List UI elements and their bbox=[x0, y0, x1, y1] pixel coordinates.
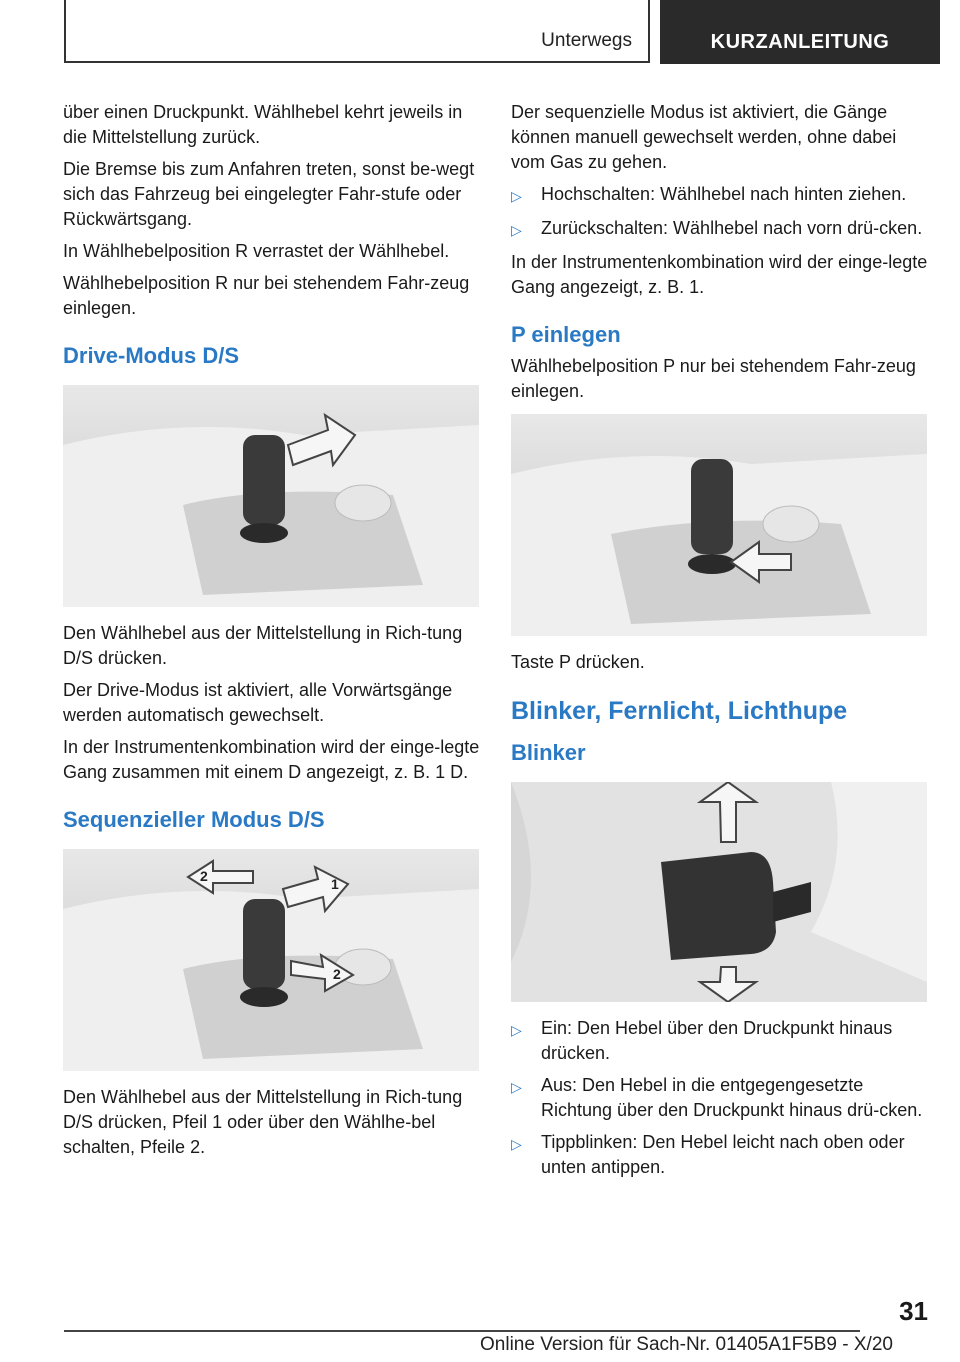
list-item: ▷ Ein: Den Hebel über den Druckpunkt hinaus drücken. bbox=[511, 1016, 929, 1066]
arrow-label-2: 2 bbox=[333, 966, 341, 982]
paragraph: Der Drive-Modus ist aktiviert, alle Vorwärtsgänge werden automatisch gewechselt. bbox=[63, 680, 453, 725]
triangle-bullet-icon: ▷ bbox=[511, 188, 522, 204]
paragraph: In Wählhebelposition R verrastet der Wählhebel. bbox=[63, 241, 450, 261]
right-column bbox=[511, 100, 929, 1187]
arrow-label-2: 2 bbox=[200, 868, 208, 884]
heading-turn-signals-chapter: Blinker, Fernlicht, Lichthupe bbox=[511, 697, 848, 725]
section-title: Unterwegs bbox=[541, 30, 632, 51]
arrow-label-1: 1 bbox=[331, 876, 339, 892]
figure-p-button bbox=[511, 414, 927, 636]
triangle-bullet-icon: ▷ bbox=[511, 1022, 522, 1038]
page-number: 31 bbox=[899, 1296, 928, 1326]
heading-blinker: Blinker bbox=[511, 740, 586, 765]
paragraph: Die Bremse bis zum Anfahren treten, sonst be‐wegt sich das Fahrzeug bei eingelegter Fahr‐stufe oder Rückwärtsgang. bbox=[63, 159, 475, 229]
left-column bbox=[63, 100, 481, 1167]
footer-note: Online Version für Sach-Nr. 01405A1F5B9 - X/20 bbox=[480, 1334, 893, 1355]
paragraph: Taste P drücken. bbox=[511, 652, 645, 672]
paragraph: Der sequenzielle Modus ist aktiviert, die Gänge können manuell gewechselt werden, ohne dabei vom Gas zu gehen. bbox=[511, 102, 897, 172]
paragraph: In der Instrumentenkombination wird der einge‐legte Gang angezeigt, z. B. 1. bbox=[511, 252, 928, 297]
paragraph: Den Wählhebel aus der Mittelstellung in Rich‐tung D/S drücken. bbox=[63, 623, 463, 668]
list-item: ▷ Hochschalten: Wählhebel nach hinten ziehen. bbox=[511, 182, 929, 209]
triangle-bullet-icon: ▷ bbox=[511, 1079, 522, 1095]
paragraph: Wählhebelposition R nur bei stehendem Fahr‐zeug einlegen. bbox=[63, 273, 470, 318]
paragraph: Wählhebelposition P nur bei stehendem Fahr‐zeug einlegen. bbox=[511, 356, 916, 401]
paragraph: Den Wählhebel aus der Mittelstellung in Rich‐tung D/S drücken, Pfeil 1 oder über den Wählhe‐bel schalten, Pfeile 2. bbox=[63, 1087, 463, 1157]
heading-p-engage: P einlegen bbox=[511, 322, 621, 347]
figure-sequential-mode bbox=[63, 849, 479, 1071]
heading-sequential-mode: Sequenzieller Modus D/S bbox=[63, 807, 325, 832]
figure-blinker-lever bbox=[511, 782, 927, 1002]
list-item: ▷ Aus: Den Hebel in die entgegengesetzte Richtung über den Druckpunkt hinaus drü‐cken. bbox=[511, 1073, 929, 1123]
footer-divider bbox=[64, 1330, 860, 1332]
paragraph: In der Instrumentenkombination wird der einge‐legte Gang zusammen mit einem D angezeigt, z. B. 1 D. bbox=[63, 737, 480, 782]
figure-drive-mode bbox=[63, 385, 479, 607]
triangle-bullet-icon: ▷ bbox=[511, 1136, 522, 1152]
chapter-badge: KURZANLEITUNG bbox=[660, 0, 940, 64]
list-item: ▷ Tippblinken: Den Hebel leicht nach oben oder unten antippen. bbox=[511, 1130, 929, 1180]
paragraph: über einen Druckpunkt. Wählhebel kehrt jeweils in die Mittelstellung zurück. bbox=[63, 102, 463, 147]
list-item: ▷ Zurückschalten: Wählhebel nach vorn drü‐cken. bbox=[511, 216, 929, 243]
triangle-bullet-icon: ▷ bbox=[511, 222, 522, 238]
heading-drive-mode: Drive-Modus D/S bbox=[63, 343, 240, 368]
